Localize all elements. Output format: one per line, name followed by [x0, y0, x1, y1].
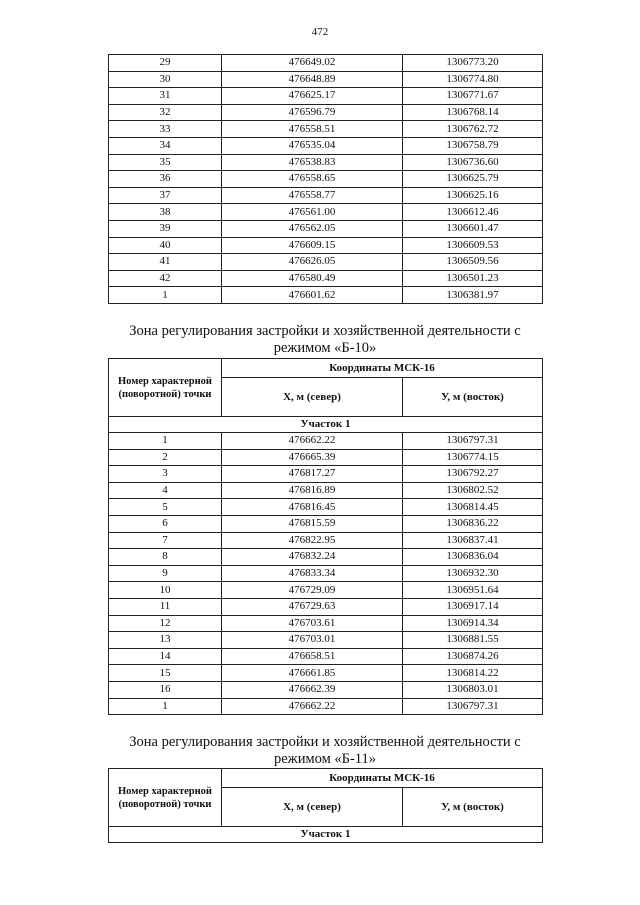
point-number-cell: 1	[109, 287, 222, 304]
table-row	[109, 287, 543, 304]
table-row	[109, 220, 543, 237]
table-row	[109, 104, 543, 121]
x-coordinate-cell: 476535.04	[222, 137, 403, 154]
y-coordinate-cell: 1306914.34	[403, 615, 543, 632]
zone-heading-b10	[108, 323, 542, 357]
x-coordinate-cell: 476648.89	[222, 71, 403, 88]
point-number-cell: 1	[109, 698, 222, 715]
y-coordinate-cell: 1306797.31	[403, 433, 543, 450]
header-y: У, м (восток)	[403, 788, 543, 827]
point-number-cell: 6	[109, 515, 222, 532]
point-number-cell: 11	[109, 598, 222, 615]
header-point-number: Номер характерной (поворотной) точки	[109, 359, 222, 417]
table-row	[109, 55, 543, 72]
y-coordinate-cell: 1306509.56	[403, 254, 543, 271]
point-number-cell: 32	[109, 104, 222, 121]
y-coordinate-cell: 1306612.46	[403, 204, 543, 221]
x-coordinate-cell: 476658.51	[222, 648, 403, 665]
zone-heading-line1: Зона регулирования застройки и хозяйственной деятельности с	[129, 734, 521, 750]
table-body	[109, 827, 543, 843]
table-row	[109, 665, 543, 682]
section-row	[109, 417, 543, 433]
y-coordinate-cell: 1306771.67	[403, 88, 543, 105]
point-number-cell: 34	[109, 137, 222, 154]
table-row	[109, 171, 543, 188]
point-number-cell: 40	[109, 237, 222, 254]
table-row	[109, 449, 543, 466]
table-row	[109, 204, 543, 221]
section-row	[109, 827, 543, 843]
table-row	[109, 154, 543, 171]
x-coordinate-cell: 476729.09	[222, 582, 403, 599]
y-coordinate-cell: 1306625.16	[403, 187, 543, 204]
page-number: 472	[311, 26, 329, 38]
point-number-cell: 7	[109, 532, 222, 549]
y-coordinate-cell: 1306758.79	[403, 137, 543, 154]
point-number-cell: 15	[109, 665, 222, 682]
x-coordinate-cell: 476729.63	[222, 598, 403, 615]
point-number-cell: 41	[109, 254, 222, 271]
zone-heading-line2: режимом «Б-11»	[273, 751, 377, 767]
x-coordinate-cell: 476625.17	[222, 88, 403, 105]
y-coordinate-cell: 1306768.14	[403, 104, 543, 121]
y-coordinate-cell: 1306501.23	[403, 270, 543, 287]
table-row	[109, 187, 543, 204]
point-number-cell: 10	[109, 582, 222, 599]
zone-heading-line2: режимом «Б-10»	[273, 340, 377, 356]
header-x: X, м (север)	[222, 378, 403, 417]
x-coordinate-cell: 476601.62	[222, 287, 403, 304]
point-number-cell: 13	[109, 632, 222, 649]
point-number-cell: 14	[109, 648, 222, 665]
y-coordinate-cell: 1306836.22	[403, 515, 543, 532]
point-number-cell: 30	[109, 71, 222, 88]
x-coordinate-cell: 476561.00	[222, 204, 403, 221]
point-number-cell: 2	[109, 449, 222, 466]
x-coordinate-cell: 476662.39	[222, 681, 403, 698]
y-coordinate-cell: 1306609.53	[403, 237, 543, 254]
table-row	[109, 515, 543, 532]
table-row	[109, 482, 543, 499]
x-coordinate-cell: 476703.61	[222, 615, 403, 632]
y-coordinate-cell: 1306381.97	[403, 287, 543, 304]
y-coordinate-cell: 1306774.80	[403, 71, 543, 88]
x-coordinate-cell: 476832.24	[222, 549, 403, 566]
y-coordinate-cell: 1306951.64	[403, 582, 543, 599]
y-coordinate-cell: 1306874.26	[403, 648, 543, 665]
y-coordinate-cell: 1306773.20	[403, 55, 543, 72]
table-row	[109, 137, 543, 154]
x-coordinate-cell: 476558.51	[222, 121, 403, 138]
point-number-cell: 37	[109, 187, 222, 204]
x-coordinate-cell: 476816.89	[222, 482, 403, 499]
point-number-cell: 8	[109, 549, 222, 566]
y-coordinate-cell: 1306932.30	[403, 565, 543, 582]
coordinates-table-continued	[108, 54, 543, 304]
y-coordinate-cell: 1306797.31	[403, 698, 543, 715]
point-number-cell: 5	[109, 499, 222, 516]
x-coordinate-cell: 476816.45	[222, 499, 403, 516]
y-coordinate-cell: 1306736.60	[403, 154, 543, 171]
x-coordinate-cell: 476538.83	[222, 154, 403, 171]
point-number-cell: 12	[109, 615, 222, 632]
point-number-cell: 16	[109, 681, 222, 698]
table-row	[109, 565, 543, 582]
table-row	[109, 598, 543, 615]
x-coordinate-cell: 476822.95	[222, 532, 403, 549]
x-coordinate-cell: 476703.01	[222, 632, 403, 649]
header-coordinates: Координаты МСК-16	[222, 769, 543, 788]
point-number-cell: 3	[109, 466, 222, 483]
zone-heading-line1: Зона регулирования застройки и хозяйственной деятельности с	[129, 323, 521, 339]
y-coordinate-cell: 1306762.72	[403, 121, 543, 138]
y-coordinate-cell: 1306802.52	[403, 482, 543, 499]
header-point-number: Номер характерной (поворотной) точки	[109, 769, 222, 827]
point-number-cell: 1	[109, 433, 222, 450]
table-row	[109, 121, 543, 138]
table-row	[109, 270, 543, 287]
table-row	[109, 648, 543, 665]
coordinates-table-b11	[108, 768, 543, 843]
x-coordinate-cell: 476817.27	[222, 466, 403, 483]
table-row	[109, 532, 543, 549]
table-row	[109, 549, 543, 566]
table-row	[109, 237, 543, 254]
table-body	[109, 55, 543, 304]
x-coordinate-cell: 476815.59	[222, 515, 403, 532]
x-coordinate-cell: 476833.34	[222, 565, 403, 582]
x-coordinate-cell: 476649.02	[222, 55, 403, 72]
table-row	[109, 466, 543, 483]
y-coordinate-cell: 1306803.01	[403, 681, 543, 698]
y-coordinate-cell: 1306917.14	[403, 598, 543, 615]
point-number-cell: 29	[109, 55, 222, 72]
table-row	[109, 88, 543, 105]
zone-heading-b11	[108, 734, 542, 768]
x-coordinate-cell: 476661.85	[222, 665, 403, 682]
point-number-cell: 42	[109, 270, 222, 287]
table-row	[109, 632, 543, 649]
x-coordinate-cell: 476662.22	[222, 433, 403, 450]
y-coordinate-cell: 1306625.79	[403, 171, 543, 188]
coordinates-table-b10	[108, 358, 543, 715]
y-coordinate-cell: 1306792.27	[403, 466, 543, 483]
table-row	[109, 615, 543, 632]
point-number-cell: 36	[109, 171, 222, 188]
table-row	[109, 254, 543, 271]
header-x: X, м (север)	[222, 788, 403, 827]
x-coordinate-cell: 476558.77	[222, 187, 403, 204]
point-number-cell: 4	[109, 482, 222, 499]
point-number-cell: 35	[109, 154, 222, 171]
x-coordinate-cell: 476596.79	[222, 104, 403, 121]
header-coordinates: Координаты МСК-16	[222, 359, 543, 378]
table-row	[109, 499, 543, 516]
section-label: Участок 1	[109, 417, 543, 433]
x-coordinate-cell: 476580.49	[222, 270, 403, 287]
table-row	[109, 582, 543, 599]
table-body	[109, 417, 543, 715]
section-label: Участок 1	[109, 827, 543, 843]
y-coordinate-cell: 1306814.45	[403, 499, 543, 516]
point-number-cell: 31	[109, 88, 222, 105]
table-row	[109, 433, 543, 450]
table-row	[109, 698, 543, 715]
y-coordinate-cell: 1306837.41	[403, 532, 543, 549]
point-number-cell: 9	[109, 565, 222, 582]
y-coordinate-cell: 1306881.55	[403, 632, 543, 649]
x-coordinate-cell: 476558.65	[222, 171, 403, 188]
point-number-cell: 33	[109, 121, 222, 138]
x-coordinate-cell: 476626.05	[222, 254, 403, 271]
x-coordinate-cell: 476562.05	[222, 220, 403, 237]
y-coordinate-cell: 1306836.04	[403, 549, 543, 566]
x-coordinate-cell: 476662.22	[222, 698, 403, 715]
table-row	[109, 71, 543, 88]
y-coordinate-cell: 1306774.15	[403, 449, 543, 466]
header-y: У, м (восток)	[403, 378, 543, 417]
x-coordinate-cell: 476665.39	[222, 449, 403, 466]
table-row	[109, 681, 543, 698]
point-number-cell: 38	[109, 204, 222, 221]
y-coordinate-cell: 1306601.47	[403, 220, 543, 237]
y-coordinate-cell: 1306814.22	[403, 665, 543, 682]
x-coordinate-cell: 476609.15	[222, 237, 403, 254]
point-number-cell: 39	[109, 220, 222, 237]
